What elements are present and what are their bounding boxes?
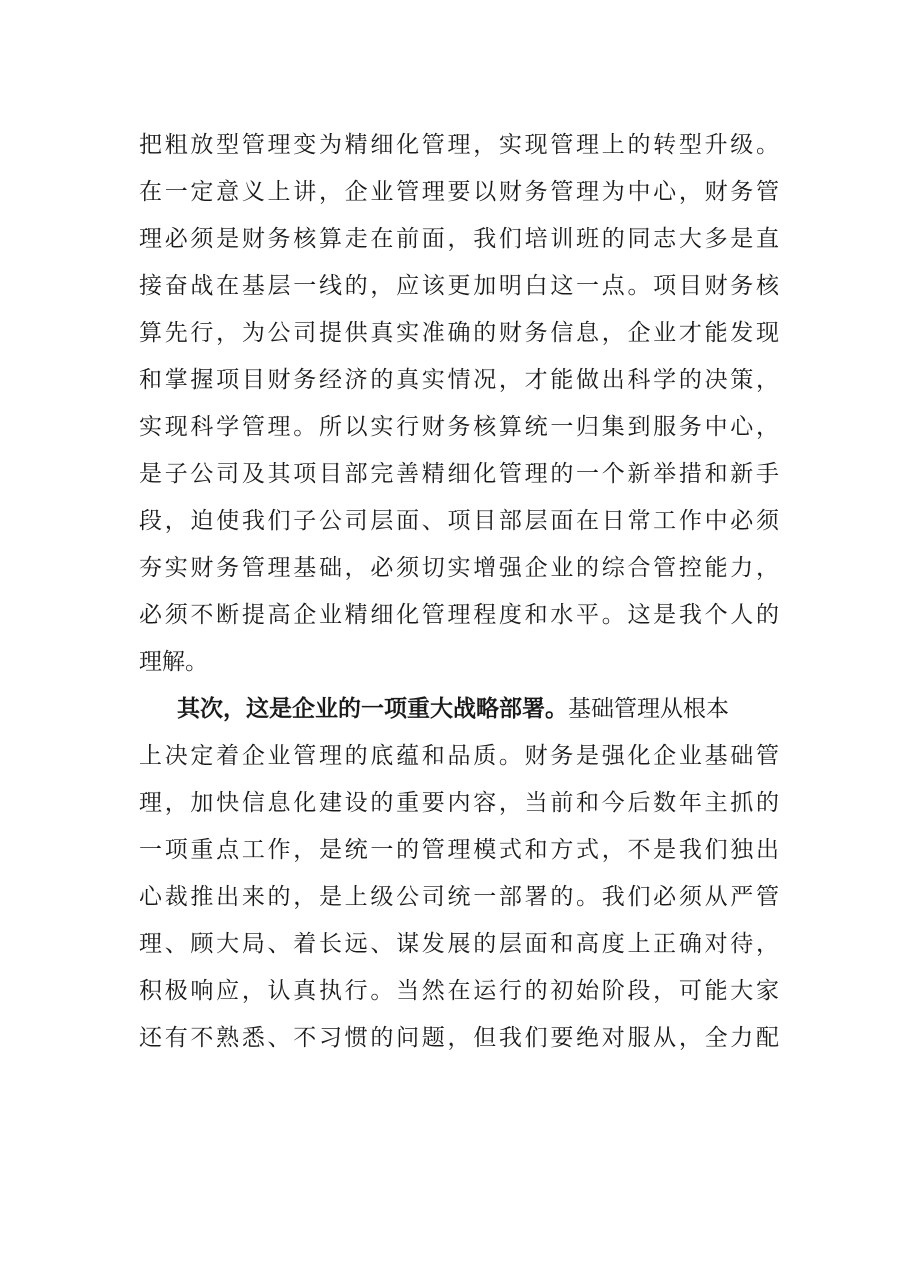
text-line: 还有不熟悉、不习惯的问题，但我们要绝对服从，全力配 — [139, 1025, 779, 1051]
text-line — [177, 689, 779, 729]
text-line: 和掌握项目财务经济的真实情况，才能做出科学的决策， — [139, 367, 779, 393]
paragraph-heading: 其次，这是企业的一项重大战略部署。 — [177, 696, 568, 722]
text-line: 实现科学管理。所以实行财务核算统一归集到服务中心， — [139, 414, 779, 440]
text-line: 一项重点工作，是统一的管理模式和方式，不是我们独出 — [139, 837, 779, 863]
text-line: 把粗放型管理变为精细化管理，实现管理上的转型升级。 — [139, 132, 779, 158]
text-line: 算先行，为公司提供真实准确的财务信息，企业才能发现 — [139, 320, 779, 346]
text-line: 积极响应，认真执行。当然在运行的初始阶段，可能大家 — [139, 978, 779, 1004]
text-line: 理解。 — [139, 649, 208, 675]
text-line: 接奋战在基层一线的，应该更加明白这一点。项目财务核 — [139, 273, 779, 299]
paragraph-heading-continuation: 基础管理从根本 — [568, 696, 729, 722]
text-line: 是子公司及其项目部完善精细化管理的一个新举措和新手 — [139, 461, 779, 487]
text-line: 理，加快信息化建设的重要内容，当前和今后数年主抓的 — [139, 790, 779, 816]
text-line: 必须不断提高企业精细化管理程度和水平。这是我个人的 — [139, 602, 779, 628]
text-line: 夯实财务管理基础，必须切实增强企业的综合管控能力， — [139, 555, 779, 581]
text-line: 心裁推出来的，是上级公司统一部署的。我们必须从严管 — [139, 884, 779, 910]
text-line: 理、顾大局、着长远、谋发展的层面和高度上正确对待， — [139, 931, 779, 957]
text-line: 上决定着企业管理的底蕴和品质。财务是强化企业基础管 — [139, 743, 779, 769]
text-line: 在一定意义上讲，企业管理要以财务管理为中心，财务管 — [139, 179, 779, 205]
text-line: 段，迫使我们子公司层面、项目部层面在日常工作中必须 — [139, 508, 779, 534]
text-line: 理必须是财务核算走在前面，我们培训班的同志大多是直 — [139, 226, 779, 252]
